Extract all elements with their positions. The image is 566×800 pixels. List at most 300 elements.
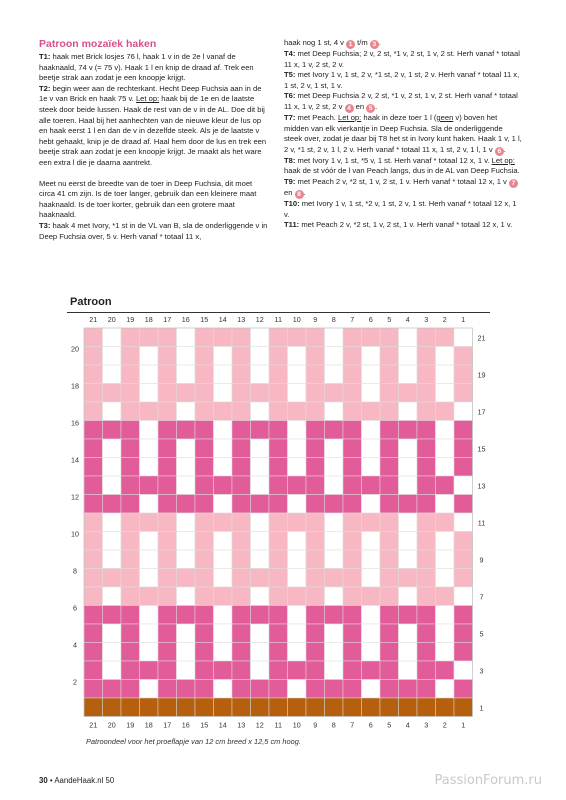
- pattern-cell: [380, 365, 399, 384]
- pattern-cell: [269, 328, 288, 347]
- pattern-cell: [140, 513, 159, 532]
- pattern-cell: [177, 550, 196, 569]
- pattern-cell: [232, 698, 251, 717]
- pattern-cell: [214, 661, 233, 680]
- pattern-cell: [158, 439, 177, 458]
- pattern-cell: [399, 624, 418, 643]
- row-label-left: 8: [73, 566, 77, 576]
- pattern-cell: [140, 587, 159, 606]
- column-label-bottom: 2: [442, 720, 447, 730]
- row-instruction-t1: T1: haak met Brick losjes 76 l, haak 1 v in de 2e l vanaf de haaknaald, 74 v (= 75 v). Haak 1 l en knip de draad af. Trek een beetje strak aan zodat je een knoopje krijgt.: [39, 52, 254, 83]
- pattern-cell: [84, 513, 103, 532]
- pattern-cell: [158, 680, 177, 699]
- pattern-cell: [177, 680, 196, 699]
- pattern-cell: [140, 569, 159, 588]
- pattern-cell: [399, 532, 418, 551]
- pattern-cell: [177, 439, 196, 458]
- pattern-cell: [251, 476, 270, 495]
- pattern-cell: [84, 476, 103, 495]
- pattern-cell: [436, 402, 455, 421]
- pattern-cell: [214, 513, 233, 532]
- pattern-cell: [269, 606, 288, 625]
- pattern-cell: [140, 402, 159, 421]
- row-label-right: 19: [477, 370, 486, 380]
- column-label-top: 7: [350, 315, 355, 324]
- pattern-cell: [177, 476, 196, 495]
- pattern-cell: [177, 661, 196, 680]
- row-instruction-t11: T11: met Peach 2 v, *2 st, 1 v, 2 st, 1 v. Herh vanaf * totaal 12 x, 1 v.: [284, 220, 513, 230]
- column-label-top: 15: [200, 315, 209, 324]
- column-label-bottom: 19: [126, 720, 135, 730]
- pattern-cell: [251, 680, 270, 699]
- pattern-cell: [362, 421, 381, 440]
- pattern-cell: [306, 643, 325, 662]
- pattern-cell: [177, 421, 196, 440]
- pattern-cell: [362, 569, 381, 588]
- pattern-cell: [362, 328, 381, 347]
- column-label-bottom: 3: [424, 720, 429, 730]
- pattern-cell: [140, 606, 159, 625]
- pattern-cell: [399, 569, 418, 588]
- pattern-cell: [214, 643, 233, 662]
- pattern-cell: [362, 680, 381, 699]
- pattern-cell: [195, 606, 214, 625]
- pattern-cell: [399, 606, 418, 625]
- pattern-cell: [214, 606, 233, 625]
- pattern-cell: [195, 532, 214, 551]
- pattern-cell: [195, 328, 214, 347]
- pattern-cell: [269, 495, 288, 514]
- pattern-cell: [251, 624, 270, 643]
- row-label-right: 15: [477, 444, 486, 454]
- pattern-cell: [214, 439, 233, 458]
- column-label-bottom: 16: [181, 720, 190, 730]
- column-label-bottom: 12: [255, 720, 264, 730]
- pattern-cell: [251, 402, 270, 421]
- pattern-cell: [454, 643, 473, 662]
- pattern-cell: [140, 698, 159, 717]
- page-number: 30: [39, 776, 48, 785]
- pattern-cell: [306, 587, 325, 606]
- pattern-cell: [121, 439, 140, 458]
- pattern-cell: [269, 365, 288, 384]
- pattern-cell: [325, 347, 344, 366]
- row-instruction-t10: T10: met Ivory 1 v, 1 st, *2 v, 1 st, 2 v, 1 st. Herh vanaf * totaal 12 x, 1 v.: [284, 198, 517, 219]
- pattern-cell: [269, 587, 288, 606]
- pattern-cell: [306, 421, 325, 440]
- pattern-cell: [177, 458, 196, 477]
- pattern-cell: [140, 347, 159, 366]
- pattern-cell: [195, 587, 214, 606]
- pattern-cell: [214, 402, 233, 421]
- pattern-cell: [84, 328, 103, 347]
- pattern-cell: [84, 384, 103, 403]
- pattern-cell: [121, 347, 140, 366]
- pattern-cell: [269, 624, 288, 643]
- row-label-right: 21: [477, 333, 486, 343]
- pattern-cell: [103, 421, 122, 440]
- pattern-cell: [399, 402, 418, 421]
- pattern-cell: [417, 476, 436, 495]
- pattern-cell: [177, 347, 196, 366]
- row-instruction-t7: T7: met Peach. Let op: haak in deze toer 1 l (geen v) boven het midden van elk vierkantje in Deep Fuchsia. Sla de onderliggende steek over, zodat je daar bij T8 het st in Ivory kunt haken. Haak 1 v, 1 l, 2 v, *1 st, 2 v, 1 l, 2 v. Herh vanaf * totaal 11 x, 1 st, 2 v, 1 l, 1 v 6 .: [284, 112, 522, 155]
- pattern-cell: [103, 347, 122, 366]
- pattern-cell: [288, 402, 307, 421]
- column-label-top: 4: [405, 315, 410, 324]
- pattern-cell: [399, 513, 418, 532]
- pattern-cell: [288, 458, 307, 477]
- column-label-top: 20: [107, 315, 116, 324]
- pattern-cell: [380, 643, 399, 662]
- pattern-cell: [121, 661, 140, 680]
- pattern-cell: [232, 606, 251, 625]
- pattern-cell: [399, 365, 418, 384]
- pattern-cell: [269, 698, 288, 717]
- row-label-left: 2: [73, 677, 77, 687]
- column-label-bottom: 15: [200, 720, 209, 730]
- pattern-cell: [84, 680, 103, 699]
- row-label-left: 16: [71, 418, 79, 428]
- pattern-cell: [103, 476, 122, 495]
- pattern-cell: [362, 532, 381, 551]
- pattern-cell: [121, 550, 140, 569]
- pattern-cell: [195, 550, 214, 569]
- pattern-cell: [103, 680, 122, 699]
- pattern-cell: [380, 347, 399, 366]
- pattern-cell: [399, 587, 418, 606]
- pattern-cell: [380, 587, 399, 606]
- pattern-cell: [306, 495, 325, 514]
- column-label-top: 5: [387, 315, 392, 324]
- pattern-cell: [121, 569, 140, 588]
- pattern-cell: [325, 550, 344, 569]
- pattern-cell: [362, 402, 381, 421]
- row-label-right: 1: [479, 703, 484, 713]
- column-label-top: 6: [368, 315, 373, 324]
- pattern-cell: [362, 365, 381, 384]
- pattern-cell: [325, 495, 344, 514]
- pattern-cell: [325, 680, 344, 699]
- pattern-cell: [140, 624, 159, 643]
- pattern-cell: [232, 587, 251, 606]
- pattern-cell: [380, 328, 399, 347]
- column-label-top: 13: [237, 315, 246, 324]
- pattern-cell: [121, 624, 140, 643]
- pattern-cell: [140, 458, 159, 477]
- pattern-cell: [343, 439, 362, 458]
- pattern-cell: [232, 495, 251, 514]
- pattern-cell: [288, 328, 307, 347]
- pattern-cell: [195, 365, 214, 384]
- pattern-cell: [158, 606, 177, 625]
- pattern-cell: [195, 384, 214, 403]
- row-label-right: 5: [479, 629, 484, 639]
- column-label-bottom: 9: [313, 720, 318, 730]
- pattern-cell: [214, 458, 233, 477]
- pattern-cell: [84, 698, 103, 717]
- pattern-cell: [436, 328, 455, 347]
- pattern-cell: [399, 439, 418, 458]
- row-instruction-t5: T5: met Ivory 1 v, 1 st, 2 v, *1 st, 2 v, 1 st, 2 v. Herh vanaf * totaal 11 x, 1 st, 2 v, 1 st, 1 v.: [284, 70, 520, 90]
- pattern-cell: [436, 495, 455, 514]
- pattern-cell: [325, 606, 344, 625]
- row-label-left: 18: [71, 381, 79, 391]
- magazine-name: AandeHaak.nl 50: [54, 776, 115, 785]
- pattern-cell: [269, 458, 288, 477]
- pattern-cell: [436, 606, 455, 625]
- pattern-cell: [121, 587, 140, 606]
- pattern-cell: [232, 365, 251, 384]
- pattern-cell: [399, 347, 418, 366]
- pattern-cell: [121, 606, 140, 625]
- pattern-cell: [417, 402, 436, 421]
- pattern-cell: [232, 569, 251, 588]
- pattern-cell: [362, 606, 381, 625]
- pattern-cell: [269, 476, 288, 495]
- pattern-cell: [343, 661, 362, 680]
- pattern-cell: [399, 495, 418, 514]
- pattern-cell: [380, 402, 399, 421]
- pattern-cell: [84, 402, 103, 421]
- pattern-cell: [103, 513, 122, 532]
- pattern-cell: [417, 532, 436, 551]
- pattern-cell: [454, 532, 473, 551]
- pattern-cell: [343, 606, 362, 625]
- pattern-cell: [288, 606, 307, 625]
- pattern-cell: [195, 476, 214, 495]
- pattern-cell: [306, 402, 325, 421]
- pattern-cell: [232, 643, 251, 662]
- pattern-cell: [380, 513, 399, 532]
- pattern-cell: [288, 569, 307, 588]
- row-label-left: 10: [71, 529, 79, 539]
- column-label-top: 3: [424, 315, 429, 324]
- pattern-cell: [140, 365, 159, 384]
- column-label-bottom: 6: [368, 720, 373, 730]
- row-label-right: 3: [479, 666, 484, 676]
- pattern-cell: [288, 550, 307, 569]
- pattern-cell: [454, 569, 473, 588]
- column-label-top: 9: [313, 315, 318, 324]
- pattern-cell: [251, 513, 270, 532]
- pattern-cell: [417, 624, 436, 643]
- pattern-cell: [436, 532, 455, 551]
- pattern-cell: [177, 384, 196, 403]
- pattern-cell: [195, 698, 214, 717]
- row-instruction-t8: T8: met Ivory 1 v, 1 st, *5 v, 1 st. Herh vanaf * totaal 12 x, 1 v. Let op: haak de st vóór de l van Peach langs, dus in de AL van Deep Fuchsia.: [284, 155, 520, 176]
- column-label-bottom: 17: [163, 720, 172, 730]
- pattern-cell: [362, 624, 381, 643]
- pattern-cell: [158, 402, 177, 421]
- pattern-cell: [177, 698, 196, 717]
- pattern-cell: [195, 439, 214, 458]
- pattern-cell: [417, 680, 436, 699]
- pattern-cell: [269, 661, 288, 680]
- step-marker-6: 6: [495, 147, 504, 156]
- pattern-cell: [232, 402, 251, 421]
- pattern-cell: [103, 550, 122, 569]
- pattern-cell: [103, 643, 122, 662]
- pattern-cell: [343, 328, 362, 347]
- pattern-cell: [399, 458, 418, 477]
- pattern-cell: [436, 458, 455, 477]
- pattern-cell: [362, 587, 381, 606]
- pattern-cell: [417, 495, 436, 514]
- pattern-cell: [362, 698, 381, 717]
- pattern-cell: [140, 643, 159, 662]
- pattern-cell: [158, 458, 177, 477]
- pattern-cell: [140, 476, 159, 495]
- pattern-cell: [158, 587, 177, 606]
- pattern-cell: [158, 328, 177, 347]
- pattern-cell: [214, 365, 233, 384]
- pattern-cell: [140, 421, 159, 440]
- pattern-cell: [343, 495, 362, 514]
- pattern-cell: [121, 458, 140, 477]
- pattern-cell: [158, 569, 177, 588]
- pattern-cell: [380, 661, 399, 680]
- pattern-cell: [232, 680, 251, 699]
- column-label-bottom: 18: [144, 720, 153, 730]
- pattern-cell: [454, 587, 473, 606]
- column-label-bottom: 4: [405, 720, 410, 730]
- step-marker-8: 8: [295, 190, 304, 199]
- pattern-cell: [325, 458, 344, 477]
- pattern-cell: [158, 698, 177, 717]
- pattern-cell: [436, 661, 455, 680]
- pattern-cell: [84, 365, 103, 384]
- pattern-cell: [84, 421, 103, 440]
- column-label-bottom: 11: [274, 720, 282, 730]
- pattern-cell: [343, 624, 362, 643]
- pattern-cell: [121, 365, 140, 384]
- step-marker-1: 1: [346, 40, 355, 49]
- pattern-cell: [399, 643, 418, 662]
- note-label: Let op:: [338, 112, 362, 122]
- row-label-left: 12: [71, 492, 79, 502]
- pattern-cell: [417, 698, 436, 717]
- pattern-cell: [436, 421, 455, 440]
- pattern-cell: [454, 698, 473, 717]
- pattern-cell: [454, 421, 473, 440]
- pattern-cell: [343, 365, 362, 384]
- column-label-bottom: 7: [350, 720, 355, 730]
- pattern-cell: [158, 384, 177, 403]
- row-label-left: 6: [73, 603, 77, 613]
- column-label-top: 2: [442, 315, 447, 324]
- column-label-bottom: 8: [331, 720, 336, 730]
- pattern-cell: [436, 476, 455, 495]
- pattern-cell: [288, 532, 307, 551]
- pattern-cell: [362, 476, 381, 495]
- pattern-cell: [306, 384, 325, 403]
- pattern-cell: [417, 458, 436, 477]
- pattern-cell: [325, 661, 344, 680]
- pattern-cell: [454, 680, 473, 699]
- pattern-cell: [232, 532, 251, 551]
- pattern-cell: [436, 624, 455, 643]
- step-marker-4: 4: [345, 104, 354, 113]
- pattern-cell: [306, 680, 325, 699]
- pattern-cell: [103, 532, 122, 551]
- pattern-cell: [343, 680, 362, 699]
- pattern-cell: [362, 384, 381, 403]
- row-label-right: 17: [477, 407, 486, 417]
- pattern-cell: [103, 384, 122, 403]
- pattern-cell: [380, 421, 399, 440]
- pattern-cell: [214, 569, 233, 588]
- pattern-cell: [232, 421, 251, 440]
- pattern-cell: [454, 495, 473, 514]
- pattern-cell: [214, 328, 233, 347]
- pattern-cell: [380, 606, 399, 625]
- pattern-cell: [417, 606, 436, 625]
- pattern-cell: [121, 680, 140, 699]
- pattern-cell: [325, 476, 344, 495]
- row-label-left: 14: [71, 455, 79, 465]
- pattern-cell: [417, 365, 436, 384]
- pattern-cell: [177, 606, 196, 625]
- column-label-bottom: 14: [218, 720, 227, 730]
- pattern-cell: [158, 495, 177, 514]
- pattern-cell: [103, 624, 122, 643]
- pattern-cell: [177, 328, 196, 347]
- pattern-cell: [84, 550, 103, 569]
- row-instruction-t4: T4: met Deep Fuchsia; 2 v, 2 st, *1 v, 2 st, 1 v, 2 st. Herh vanaf * totaal 11 x, 1 v, 2 st, 2 v.: [284, 49, 520, 69]
- pattern-cell: [158, 661, 177, 680]
- column-label-top: 19: [126, 315, 135, 324]
- row-label-right: 7: [479, 592, 484, 602]
- pattern-cell: [232, 661, 251, 680]
- pattern-cell: [214, 495, 233, 514]
- pattern-cell: [269, 680, 288, 699]
- footer-bullet: •: [49, 776, 53, 785]
- step-marker-7: 7: [509, 179, 518, 188]
- pattern-cell: [436, 587, 455, 606]
- pattern-cell: [84, 347, 103, 366]
- pattern-cell: [103, 402, 122, 421]
- pattern-cell: [454, 347, 473, 366]
- pattern-cell: [251, 569, 270, 588]
- pattern-cell: [232, 550, 251, 569]
- pattern-cell: [306, 606, 325, 625]
- column-label-bottom: 10: [292, 720, 301, 730]
- pattern-cell: [380, 458, 399, 477]
- pattern-cell: [177, 495, 196, 514]
- pattern-cell: [251, 384, 270, 403]
- pattern-cell: [251, 365, 270, 384]
- pattern-cell: [306, 624, 325, 643]
- pattern-cell: [121, 643, 140, 662]
- pattern-cell: [288, 661, 307, 680]
- column-label-bottom: 13: [237, 720, 246, 730]
- pattern-cell: [399, 661, 418, 680]
- pattern-cell: [343, 421, 362, 440]
- pattern-cell: [288, 495, 307, 514]
- column-label-bottom: 20: [107, 720, 116, 730]
- chart-title: Patroon: [70, 296, 112, 308]
- pattern-cell: [325, 513, 344, 532]
- pattern-cell: [436, 698, 455, 717]
- pattern-cell: [195, 495, 214, 514]
- pattern-cell: [232, 458, 251, 477]
- pattern-cell: [306, 439, 325, 458]
- pattern-cell: [121, 532, 140, 551]
- pattern-cell: [362, 439, 381, 458]
- pattern-cell: [177, 643, 196, 662]
- pattern-cell: [140, 439, 159, 458]
- pattern-cell: [417, 347, 436, 366]
